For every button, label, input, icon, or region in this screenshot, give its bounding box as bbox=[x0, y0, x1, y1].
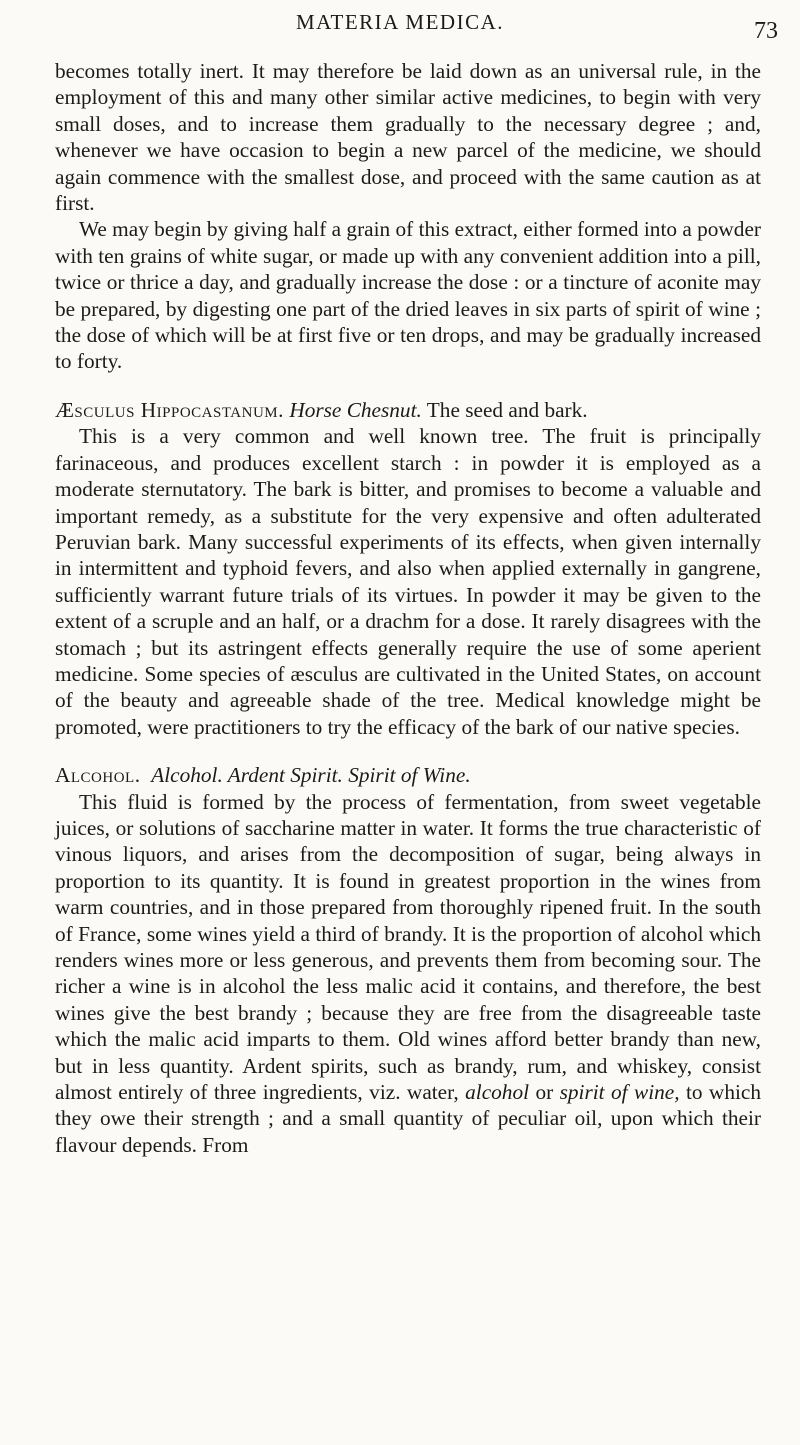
page-body bbox=[55, 58, 761, 1158]
aconite-paragraph-1: becomes totally inert. It may therefore be laid down as an universal rule, in the employment of this and many other similar active medicines, to begin with very small doses, and to increase them gradually to the necessary degree ; and, whenever we have occasion to begin a new parcel of the medicine, we should again commence with the smallest dose, and proceed with the same caution as at first. bbox=[55, 59, 761, 216]
alcohol-term: alcohol bbox=[465, 1080, 530, 1105]
page-header bbox=[0, 6, 800, 46]
alcohol-or: or bbox=[535, 1080, 554, 1105]
running-head: MATERIA MEDICA. bbox=[295, 10, 504, 34]
aesculus-parts: The seed and bark. bbox=[426, 397, 588, 422]
page-number: 73 bbox=[754, 18, 778, 44]
spirit-of-wine-term: spirit of wine, bbox=[559, 1080, 680, 1105]
alcohol-entry-heading bbox=[55, 762, 761, 788]
aesculus-paragraph: This is a very common and well known tree. The fruit is principally farinaceous, and produces excellent starch : in powder it is employed as a moderate sternutatory. The bark is bitter, and promises to become a valuable and important remedy, as a substitute for the very expensive and often adulterated Peruvian bark. Many successful experiments of its effects, when given internally in intermittent and typhoid fevers, and also when applied externally in gangrene, sufficiently warrant future trials of its virtues. In powder it may be given to the extent of a scruple and an half, or a drachm for a dose. It rarely disagrees with the stomach ; but its astringent effects generally require the use of some aperient medicine. Some species of æsculus are cultivated in the United States, on account of the beauty and agreeable shade of the tree. Medical knowledge might be promoted, were practitioners to try the efficacy of the bark of our native species. bbox=[55, 424, 761, 739]
aesculus-common-name: Horse Chesnut. bbox=[289, 397, 422, 422]
alcohol-name: Alcohol. bbox=[55, 763, 141, 788]
aesculus-name: Æsculus Hippocastanum. bbox=[55, 397, 284, 422]
aconite-paragraph-2: We may begin by giving half a grain of this extract, either formed into a powder with ten grains of white sugar, or made up with any convenient addition into a pill, twice or thrice a day, and gradually increase the dose : or a tincture of aconite may be prepared, by digesting one part of the dried leaves in six parts of spirit of wine ; the dose of which will be at first five or ten drops, and may be gradually increased to forty. bbox=[55, 217, 761, 374]
alcohol-body-start: This fluid is formed by the process of fermentation, from sweet vegetable juices, or solutions of saccharine matter in water. It forms the true characteristic of vinous liquors, and arises from the decomposition of sugar, being always in proportion to its quantity. It is found in greatest proportion in the wines from warm countries, and in those prepared from thoroughly ripened fruit. In the south of France, some wines yield a third of brandy. It is the proportion of alcohol which renders wines more or less generous, and prevents them from becoming sour. The richer a wine is in alcohol the less malic acid it contains, and therefore, the best wines give the best brandy ; because they are free from the disagreeable taste which the malic acid imparts to them. Old wines afford better brandy than new, but in less quantity. Ardent spirits, such as brandy, rum, and whiskey, consist almost entirely of three ingredients, viz. water, bbox=[55, 789, 761, 1105]
aesculus-entry-heading bbox=[55, 397, 761, 423]
alcohol-body-end: to which they owe their strength ; and a small quantity of peculiar oil, upon which their flavour depends. From bbox=[55, 1080, 761, 1157]
alcohol-synonyms: Alcohol. Ardent Spirit. Spirit of Wine. bbox=[151, 763, 471, 788]
alcohol-paragraph bbox=[55, 789, 761, 1159]
